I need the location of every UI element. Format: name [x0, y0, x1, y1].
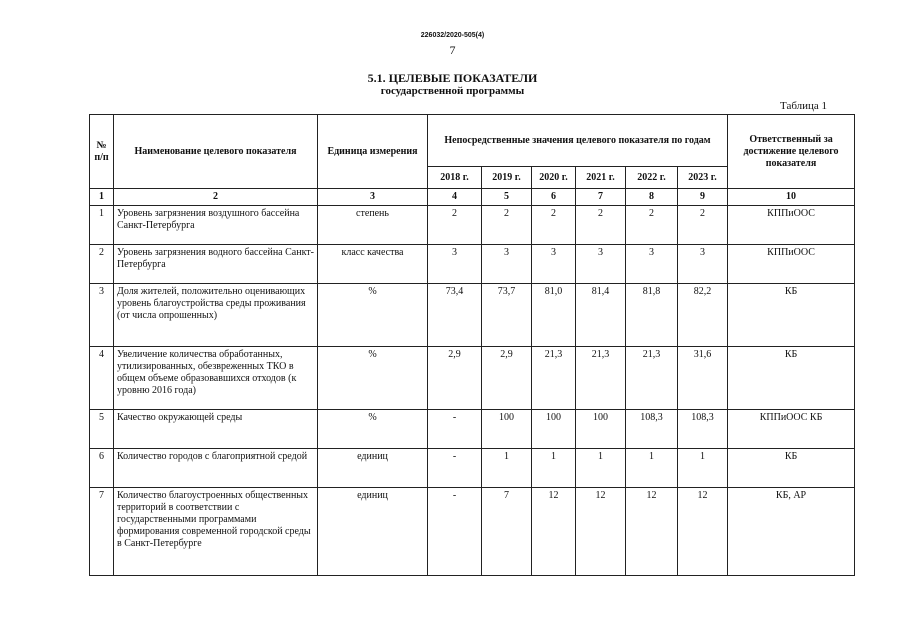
indicators-table [89, 114, 855, 576]
row-responsible: КБ [728, 347, 855, 410]
row-value: 7 [482, 488, 532, 576]
table-row [90, 347, 855, 410]
column-number: 2 [114, 189, 318, 206]
header-values-group: Непосредственные значения целевого показателя по годам [428, 115, 728, 167]
row-value: - [428, 410, 482, 449]
row-name: Уровень загрязнения воздушного бассейна Санкт-Петербурга [114, 206, 318, 245]
section-subtitle: государственной программы [380, 85, 525, 97]
table-row [90, 449, 855, 488]
column-number: 10 [728, 189, 855, 206]
column-number: 9 [678, 189, 728, 206]
header-responsible: Ответственный за достижение целевого показателя [728, 115, 855, 189]
row-value: 2 [482, 206, 532, 245]
row-value: 81,4 [576, 284, 626, 347]
row-value: 3 [576, 245, 626, 284]
column-number: 4 [428, 189, 482, 206]
page-number: 7 [449, 43, 456, 57]
row-num: 3 [90, 284, 114, 347]
column-number: 6 [532, 189, 576, 206]
row-value: 21,3 [532, 347, 576, 410]
document-code: 226032/2020-505(4) [420, 32, 485, 39]
row-value: 100 [482, 410, 532, 449]
row-value: 1 [678, 449, 728, 488]
row-name: Качество окружающей среды [114, 410, 318, 449]
row-value: 108,3 [678, 410, 728, 449]
row-value: 3 [532, 245, 576, 284]
row-value: 73,7 [482, 284, 532, 347]
table-label: Таблица 1 [780, 100, 828, 112]
row-value: 2 [626, 206, 678, 245]
row-value: 108,3 [626, 410, 678, 449]
row-unit: единиц [318, 488, 428, 576]
row-value: 21,3 [626, 347, 678, 410]
row-num: 1 [90, 206, 114, 245]
row-responsible: КБ [728, 284, 855, 347]
column-number: 1 [90, 189, 114, 206]
row-value: 12 [576, 488, 626, 576]
row-name: Уровень загрязнения водного бассейна Санкт-Петербурга [114, 245, 318, 284]
row-num: 2 [90, 245, 114, 284]
row-value: 1 [532, 449, 576, 488]
header-unit: Единица измерения [318, 115, 428, 189]
row-value: 2,9 [482, 347, 532, 410]
column-number: 3 [318, 189, 428, 206]
row-unit: единиц [318, 449, 428, 488]
table-row [90, 410, 855, 449]
row-num: 4 [90, 347, 114, 410]
table-row [90, 284, 855, 347]
row-num: 6 [90, 449, 114, 488]
row-name: Увеличение количества обработанных, утилизированных, обезвреженных ТКО в общем объеме образовавшихся отходов (к уровню 2016 года) [114, 347, 318, 410]
row-value: 2,9 [428, 347, 482, 410]
row-value: 82,2 [678, 284, 728, 347]
row-name: Количество городов с благоприятной средой [114, 449, 318, 488]
row-value: 21,3 [576, 347, 626, 410]
row-value: 2 [576, 206, 626, 245]
row-value: 2 [678, 206, 728, 245]
row-value: 12 [678, 488, 728, 576]
row-value: 3 [626, 245, 678, 284]
row-num: 7 [90, 488, 114, 576]
row-value: 100 [576, 410, 626, 449]
row-value: 2 [428, 206, 482, 245]
row-unit: % [318, 347, 428, 410]
row-responsible: КППиООС [728, 245, 855, 284]
column-number-row [90, 189, 855, 206]
row-value: 81,0 [532, 284, 576, 347]
row-value: 31,6 [678, 347, 728, 410]
table-row [90, 245, 855, 284]
column-number: 7 [576, 189, 626, 206]
row-unit: класс качества [318, 245, 428, 284]
header-year: 2021 г. [576, 167, 626, 189]
row-responsible: КППиООС [728, 206, 855, 245]
row-responsible: КБ [728, 449, 855, 488]
row-value: 1 [626, 449, 678, 488]
row-value: - [428, 488, 482, 576]
row-responsible: КППиООС КБ [728, 410, 855, 449]
header-year: 2019 г. [482, 167, 532, 189]
row-name: Доля жителей, положительно оценивающих уровень благоустройства среды проживания (от числа опрошенных) [114, 284, 318, 347]
row-value: 2 [532, 206, 576, 245]
column-number: 5 [482, 189, 532, 206]
header-row-top [90, 115, 855, 167]
section-title: 5.1. ЦЕЛЕВЫЕ ПОКАЗАТЕЛИ [367, 71, 538, 85]
header-year: 2022 г. [626, 167, 678, 189]
header-year: 2018 г. [428, 167, 482, 189]
row-unit: % [318, 410, 428, 449]
row-num: 5 [90, 410, 114, 449]
row-value: 1 [482, 449, 532, 488]
header-year: 2023 г. [678, 167, 728, 189]
table-row [90, 488, 855, 576]
row-value: 3 [482, 245, 532, 284]
row-value: - [428, 449, 482, 488]
header-num: № п/п [90, 115, 114, 189]
header-year: 2020 г. [532, 167, 576, 189]
row-value: 12 [532, 488, 576, 576]
table-row [90, 206, 855, 245]
row-unit: степень [318, 206, 428, 245]
row-unit: % [318, 284, 428, 347]
row-value: 1 [576, 449, 626, 488]
row-value: 12 [626, 488, 678, 576]
row-value: 73,4 [428, 284, 482, 347]
row-value: 3 [678, 245, 728, 284]
row-value: 3 [428, 245, 482, 284]
row-name: Количество благоустроенных общественных территорий в соответствии с государственными программами формирования современной городской среды в Санкт-Петербурге [114, 488, 318, 576]
header-name: Наименование целевого показателя [114, 115, 318, 189]
row-responsible: КБ, АР [728, 488, 855, 576]
row-value: 100 [532, 410, 576, 449]
row-value: 81,8 [626, 284, 678, 347]
column-number: 8 [626, 189, 678, 206]
